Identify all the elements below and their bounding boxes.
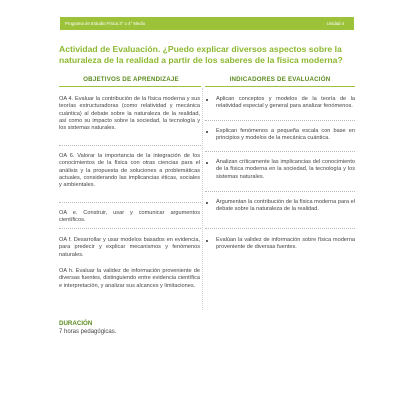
row-divider (205, 191, 355, 192)
objectives-column-header: OBJETIVOS DE APRENDIZAJE (83, 76, 179, 83)
unit-label: Unidad 4 (326, 21, 344, 26)
indicator-item: Argumentan la contribución de la física moderna para el debate sobre la naturaleza de la realidad. (216, 199, 355, 213)
objective-item: OA f. Desarrollar y usar modelos basados en evidencia, para predecir y explicar mecanismos y fenómenos naturales. (59, 237, 200, 258)
column-divider (202, 88, 203, 310)
row-divider (205, 120, 355, 121)
row-divider (59, 202, 201, 203)
program-name: Programa de Estudio Física 3° o 4° Medio (65, 21, 146, 26)
objectives-header-rule (59, 86, 201, 87)
indicator-item: Aplican conceptos y modelos de la teoría de la relatividad especial y general para analizar fenómenos. (216, 96, 355, 110)
activity-title: Actividad de Evaluación. ¿Puedo explicar diversos aspectos sobre la naturaleza de la realidad a partir de los saberes de la física moderna? (59, 44, 343, 65)
header-bar (60, 17, 354, 30)
indicators-column-header: INDICADORES DE EVALUACIÓN (229, 76, 331, 83)
row-divider (205, 151, 355, 152)
objective-item: OA h. Evaluar la validez de información proveniente de diversas fuentes, distinguiendo entre evidencia científica e interpretación, y analizar sus alcances y limitaciones. (59, 268, 200, 289)
objective-item: OA e. Construir, usar y comunicar argumentos científicos. (59, 210, 200, 224)
indicator-item: Evalúan la validez de información sobre física moderna proveniente de diversas fuentes. (216, 237, 355, 251)
objective-item: OA 6. Valorar la importancia de la integración de los conocimientos de la física con otras ciencias para el análisis y la propuesta de soluciones a problemáticas actuales, considerando las implicancias éticas, sociales y ambientales. (59, 153, 200, 189)
duration-label: DURACIÓN (59, 320, 93, 327)
indicator-item: Explican fenómenos a pequeña escala con base en principios y modelos de la mecánica cuántica. (216, 128, 355, 142)
duration-value: 7 horas pedagógicas. (59, 329, 117, 335)
row-divider (205, 228, 355, 229)
row-divider (59, 228, 201, 229)
indicator-item: Analizan críticamente las implicancias del conocimiento de la física moderna en la sociedad, la tecnología y los sistemas naturales. (216, 159, 355, 180)
indicators-header-rule (205, 86, 355, 87)
row-divider (59, 145, 201, 146)
objective-item: OA 4. Evaluar la contribución de la física moderna y sus teorías estructuradoras (como relatividad y mecánica cuántica) al debate sobre la naturaleza de la realidad, así como su impacto sobre la sociedad, la tecnología y los sistemas naturales. (59, 96, 200, 132)
